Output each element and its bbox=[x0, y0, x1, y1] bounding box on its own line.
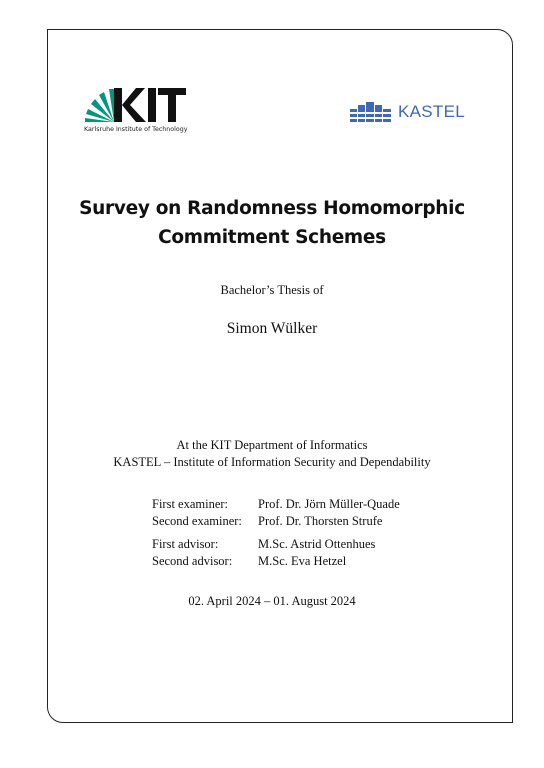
department-line2: KASTEL – Institute of Information Security and Dependability bbox=[113, 455, 431, 469]
supervisors-block bbox=[152, 496, 400, 570]
thesis-title bbox=[60, 194, 484, 252]
examiner-name: Prof. Dr. Thorsten Strufe bbox=[258, 514, 383, 528]
thesis-title-line2: Commitment Schemes bbox=[158, 227, 386, 248]
advisor-row bbox=[152, 553, 400, 570]
kastel-logo bbox=[350, 100, 465, 124]
thesis-title-line1: Survey on Randomness Homomorphic bbox=[79, 198, 465, 219]
department-line1: At the KIT Department of Informatics bbox=[176, 438, 368, 452]
author-name: Simon Wülker bbox=[226, 320, 318, 337]
advisor-name: M.Sc. Eva Hetzel bbox=[258, 554, 347, 568]
examiner-name: Prof. Dr. Jörn Müller-Quade bbox=[258, 497, 400, 511]
examiner-row bbox=[152, 496, 400, 513]
advisor-role: Second advisor: bbox=[152, 554, 233, 568]
kit-fan-icon bbox=[85, 89, 115, 122]
kastel-wordmark: KASTEL bbox=[398, 102, 465, 121]
kastel-castle-icon bbox=[350, 101, 394, 123]
advisor-row bbox=[152, 536, 400, 553]
thesis-dates: 02. April 2024 – 01. August 2024 bbox=[188, 594, 356, 608]
advisor-role: First advisor: bbox=[152, 537, 219, 551]
thesis-type: Bachelor’s Thesis of bbox=[220, 283, 324, 297]
kit-subtitle: Karlsruhe Institute of Technology bbox=[84, 126, 188, 133]
examiner-row bbox=[152, 513, 400, 530]
examiner-role: Second examiner: bbox=[152, 514, 242, 528]
examiner-role: First examiner: bbox=[152, 497, 229, 511]
department-block bbox=[0, 437, 544, 471]
advisor-name: M.Sc. Astrid Ottenhues bbox=[258, 537, 376, 551]
